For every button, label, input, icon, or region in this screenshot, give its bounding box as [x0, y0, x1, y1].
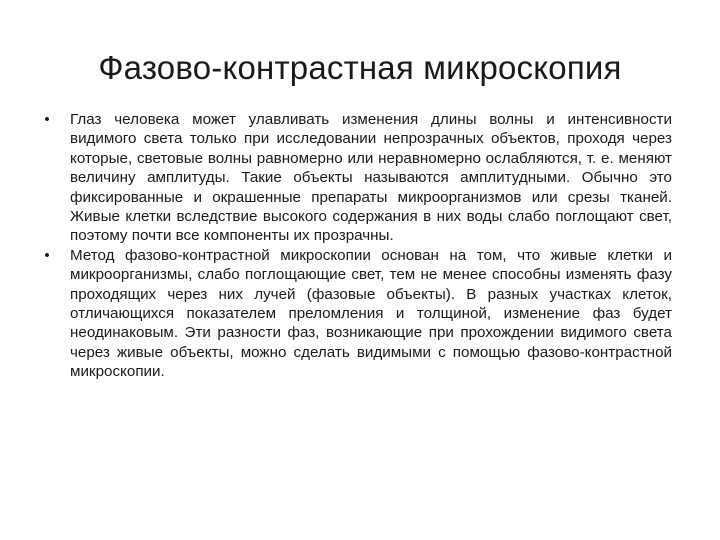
bullet-text: Метод фазово-контрастной микроскопии основан на том, что живые клетки и микроорганизмы, слабо поглощающие свет, тем не менее способны изменять фазу проходящих через них лучей (фазовые объекты). В разных участках клеток, отличающихся показателем преломления и толщиной, изменение фаз будет неодинаковым. Эти разности фаз, возникающие при прохождении видимого света через живые объекты, можно сделать видимыми с помощью фазово-контрастной микроскопии.	[70, 246, 672, 381]
bullet-list	[40, 110, 672, 382]
bullet-dot-icon: •	[44, 246, 50, 264]
bullet-dot-icon: •	[44, 111, 50, 128]
bullet-text: Глаз человека может улавливать изменения длины волны и интенсивности видимого света только при исследовании непрозрачных объектов, проходя через которые, световые волны равномерно или неравномерно ослабляются, т. е. меняют величину амплитуды. Такие объекты называются амплитудными. Обычно это фиксированные и окрашенные препараты микроорганизмов или срезы тканей. Живые клетки вследствие высокого содержания в них воды слабо поглощают свет, поэтому почти все компоненты их прозрачны.	[70, 111, 672, 245]
bullet-item	[40, 246, 672, 382]
bullet-item	[40, 110, 672, 246]
slide-title: Фазово-контрастная микроскопия	[98, 49, 622, 86]
